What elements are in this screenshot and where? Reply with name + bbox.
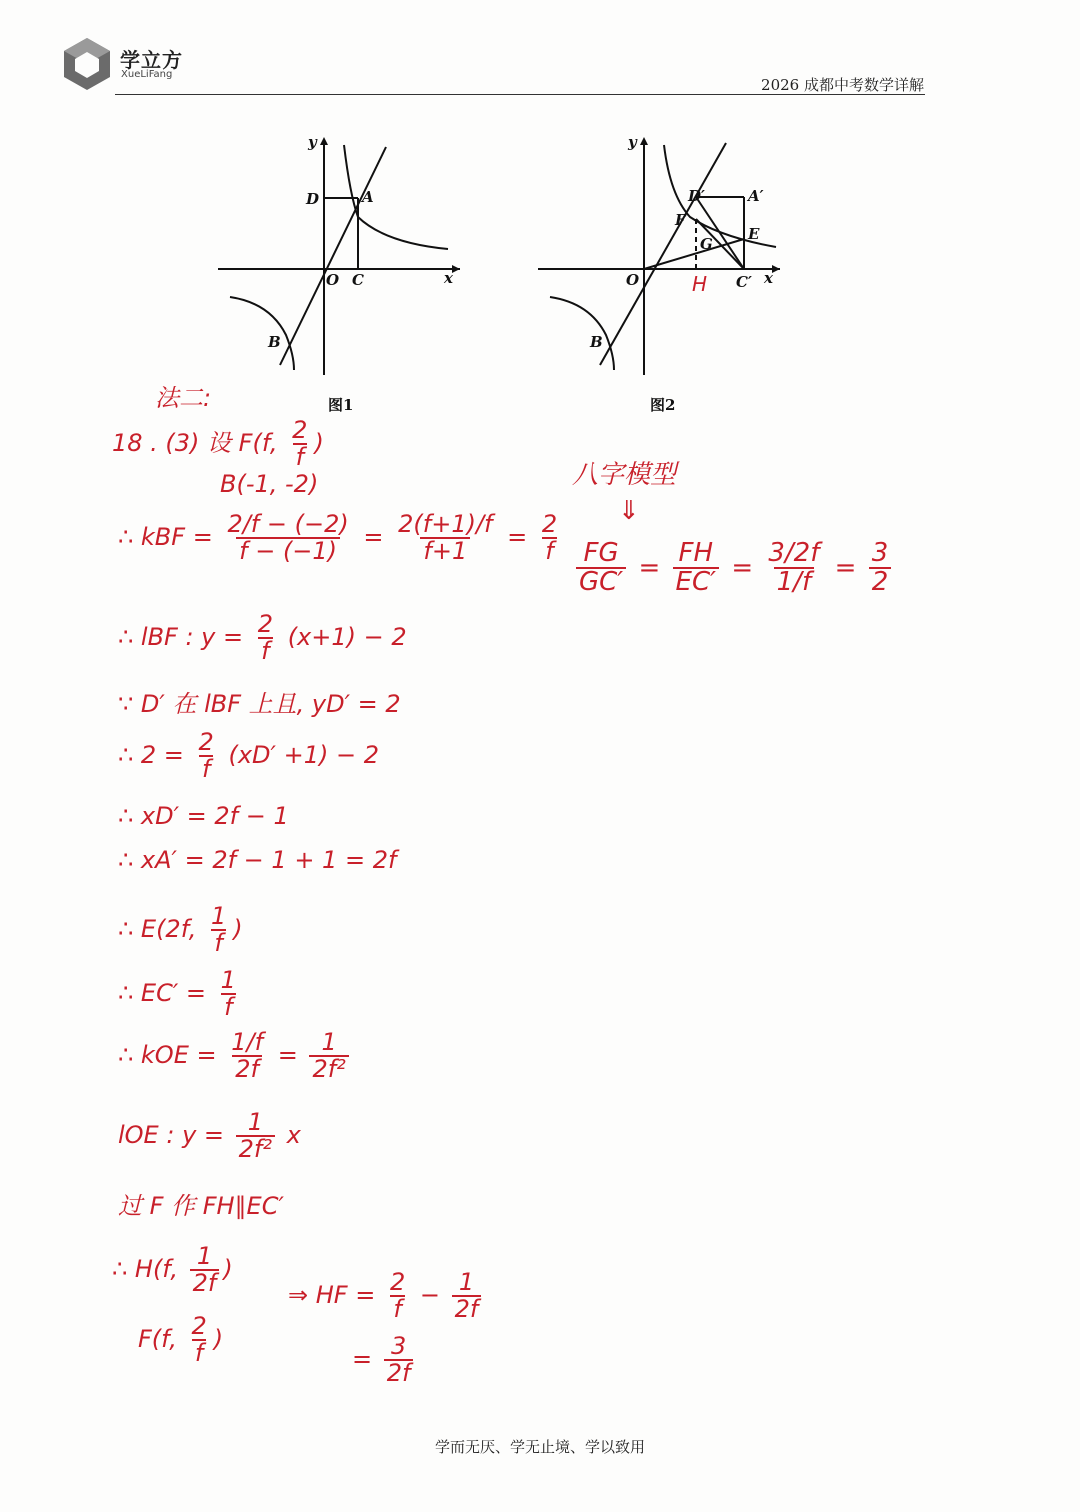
fig1-label-o: O	[326, 271, 340, 289]
line-d-on-bf: ∵ D′ 在 lBF 上且, yD′ = 2	[118, 690, 401, 718]
fig2-label-d: D′	[688, 187, 705, 205]
figure-1-caption: 图1	[328, 396, 354, 414]
line-slope-oe: ∴ kOE = $\frac{1/f}{2f}$ = $\frac{1}{\text{2f²}}$	[118, 1030, 353, 1082]
logo-chinese-text: 学立方	[120, 48, 183, 72]
figure-2-caption: 图2	[650, 396, 676, 414]
line-hf-result: = $\frac{3}{2f}$	[352, 1334, 417, 1386]
header-title: 2026 成都中考数学详解	[761, 76, 924, 94]
line-construct-fh: 过 F 作 FH∥EC′	[118, 1192, 284, 1220]
fig2-label-h: H	[692, 272, 708, 296]
fig2-label-c: C′	[736, 273, 752, 291]
footer-motto: 学而无厌、学无止境、学以致用	[434, 1438, 645, 1456]
figure-2	[530, 125, 790, 385]
fig1-label-y: y	[308, 133, 317, 151]
fig1-hyperbola-left	[230, 297, 294, 370]
fig1-x-arrow	[452, 265, 460, 273]
line-solve-d: ∴ 2 = $\frac{2}{f}$ (xD′ +1) − 2	[118, 728, 379, 784]
fig2-label-g: G	[700, 235, 713, 253]
fig1-y-arrow	[320, 137, 328, 145]
figure-1	[210, 125, 470, 385]
line-x-d: ∴ xD′ = 2f − 1	[118, 802, 289, 830]
fig2-segment-dc	[696, 197, 744, 269]
fig1-label-a: A	[362, 188, 374, 206]
fig1-hyperbola-right	[344, 145, 448, 249]
line-hf: ⇒ HF = $\frac{2}{f}$ − $\frac{1}{2f}$	[288, 1270, 485, 1322]
line-point-e: ∴ E(2f, $\frac{1}{f}$ )	[118, 902, 243, 958]
fig2-label-a: A′	[748, 187, 764, 205]
fig2-y-arrow	[640, 137, 648, 145]
fig2-label-e: E	[748, 225, 760, 243]
line-point-f: F(f, $\frac{2}{f}$ )	[138, 1312, 224, 1368]
fig2-label-x: x	[764, 269, 773, 287]
fig2-x-arrow	[772, 265, 780, 273]
implies-arrow: ⇓	[618, 496, 640, 526]
fig2-label-f: F	[675, 211, 686, 229]
line-point-h: ∴ H(f, $\frac{1}{2f}$ )	[112, 1242, 233, 1298]
fig2-label-y: y	[628, 133, 637, 151]
fig1-label-c: C	[352, 271, 364, 289]
line-point-b: B(-1, -2)	[220, 470, 319, 498]
header-rule	[115, 94, 925, 95]
method-heading: 法二:	[155, 384, 212, 412]
xuelifang-logo-icon	[62, 36, 112, 92]
fig2-label-b: B	[590, 333, 603, 351]
line-equation-oe: lOE : y = $\frac{1}{\text{2f²}}$ x	[118, 1108, 301, 1164]
line-equation-bf: ∴ lBF : y = $\frac{2}{f}$ (x+1) − 2	[118, 610, 407, 666]
fig1-line-ab	[280, 147, 386, 365]
fig1-label-b: B	[268, 333, 281, 351]
line-slope-bf: ∴ kBF = $\frac{2/f - (-2)}{f - (-1)}$ = $\frac{2(f+1)/f}{f+1}$ = $\frac{2}{f}$	[118, 510, 558, 566]
fig1-label-x: x	[444, 269, 453, 287]
line-ec: ∴ EC′ = $\frac{1}{f}$	[118, 966, 236, 1022]
line-ratio: $\frac{FG}{GC'}$ = $\frac{FH}{EC'}$ = $\frac{3/2f}{1/f}$ = $\frac{3}{2}$	[572, 540, 895, 597]
model-name: 八字模型	[572, 460, 677, 490]
fig2-label-o: O	[626, 271, 640, 289]
logo-english-text: XueLiFang	[121, 69, 173, 80]
line-set-f: 18 . (3) 设 F(f, $\frac{2}{f}$ )	[112, 416, 324, 472]
line-x-a: ∴ xA′ = 2f − 1 + 1 = 2f	[118, 846, 397, 874]
fig1-label-d: D	[306, 190, 320, 208]
fig2-line-bd	[600, 143, 726, 365]
